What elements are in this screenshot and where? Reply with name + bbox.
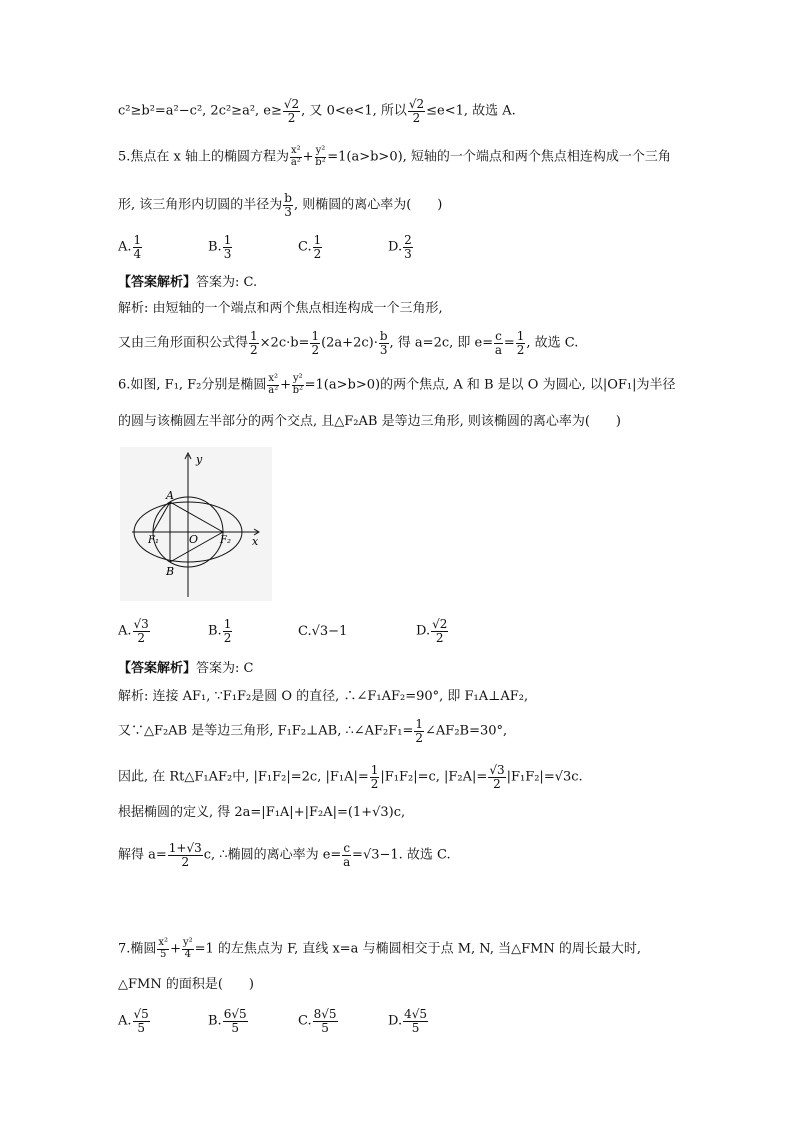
q6-solution-2: 又∵△F₂AB 是等边三角形, F₁F₂⊥AB, ∴∠AF₂F₁= $\frac{1}{2}$ ∠AF₂B=30°, <box>118 717 508 745</box>
plus-sign: + <box>302 149 314 165</box>
q6-option-b: B. $\frac{1}{2}$ <box>208 617 232 645</box>
q5-stem: 5.焦点在 x 轴上的椭圆方程为 <box>118 149 289 165</box>
intro-text-1: c²≥b²=a²−c², 2c²≥a², e≥ <box>118 103 282 119</box>
q6-option-c: C.√3−1 <box>298 623 348 639</box>
q5-solution-2: 又由三角形面积公式得 $\frac{1}{2}$ ×2c·b= $\frac{1}{2}$ (2a+2c)· $\frac{b}{3}$ , 得 a=2c, 即 e= $\frac{c}{a}$ = $\frac{1}{2}$ , 故选 C. <box>118 329 579 357</box>
q5-stem-cont: =1(a>b>0), 短轴的一个端点和两个焦点相连构成一个三角 <box>327 149 671 165</box>
label-x: x <box>252 535 259 548</box>
q6-answer <box>118 662 253 675</box>
q7-option-b: B. $\frac{6√5}{5}$ <box>208 1007 247 1035</box>
q5-line-1 <box>118 146 671 168</box>
q5-option-c: C. $\frac{1}{2}$ <box>298 233 322 261</box>
q6-line-2: 的圆与该椭圆左半部分的两个交点, 且△F₂AB 是等边三角形, 则该椭圆的离心率为( ) <box>118 414 621 429</box>
label-a: A <box>166 489 174 502</box>
q5-line-2 <box>118 192 442 218</box>
answer-text: 答案为: C <box>196 661 254 676</box>
label-f1: F₁ <box>148 535 159 546</box>
q7-option-a: A. $\frac{√5}{5}$ <box>118 1007 149 1035</box>
intro-text-2: , 又 0<e<1, 所以 <box>301 103 407 119</box>
q6-options <box>118 618 506 644</box>
q5-option-b: B. $\frac{1}{3}$ <box>208 233 232 261</box>
label-b: B <box>166 565 175 578</box>
fraction: $\frac{\text{y²}}{\text{b²}}$ <box>315 145 326 168</box>
q5-solution-1: 解析: 由短轴的一个端点和两个焦点相连构成一个三角形, <box>118 301 443 316</box>
q6-solution-4: 根据椭圆的定义, 得 2a=|F₁A|+|F₂A|=(1+√3)c, <box>118 805 406 820</box>
label-f2: F₂ <box>220 535 231 546</box>
q7-option-c: C. $\frac{8√5}{5}$ <box>298 1007 337 1035</box>
fraction: $\frac{\text{x²}}{\text{a²}}$ <box>290 145 301 168</box>
q7-option-d: D. $\frac{4√5}{5}$ <box>388 1007 428 1035</box>
q5-stem-2: 形, 该三角形内切圆的半径为 <box>118 197 283 213</box>
q5-answer <box>118 276 257 289</box>
q6-solution-1: 解析: 连接 AF₁, ∵F₁F₂是圆 O 的直径, ∴∠F₁AF₂=90°, 即 F₁A⊥AF₂, <box>118 689 529 704</box>
intro-text-3: ≤e<1, 故选 A. <box>426 103 516 119</box>
fraction: $\frac{b}{3}$ <box>284 191 292 219</box>
q7-line-1: 7.椭圆 $\frac{\text{x²}}{5}$ + $\frac{\text{y²}}{4}$ =1 的左焦点为 F, 直线 x=a 与椭圆相交于点 M, N, 当△FMN 的周长最大时, <box>118 937 642 960</box>
q5-option-d: D. $\frac{2}{3}$ <box>388 233 412 261</box>
q5-options <box>118 234 478 260</box>
answer-tag: 【答案解析】 <box>118 661 197 676</box>
q7-line-2: △FMN 的面积是( ) <box>118 977 254 992</box>
answer-tag: 【答案解析】 <box>118 275 197 290</box>
q6-line-1: 6.如图, F₁, F₂分别是椭圆 $\frac{\text{x²}}{\text{a²}}$ + $\frac{\text{y²}}{\text{b²}}$ =1(a>b>0)的两个焦点, A 和 B 是以 O 为圆心, 以|OF₁|为半径 <box>118 373 676 396</box>
label-y: y <box>196 453 203 466</box>
ellipse-figure <box>120 447 272 601</box>
q6-option-a: A. $\frac{√3}{2}$ <box>118 617 149 645</box>
q5-stem-2-cont: , 则椭圆的离心率为( ) <box>293 197 443 213</box>
fraction: $\frac{√2}{2}$ <box>408 97 425 125</box>
q6-solution-5: 解得 a= $\frac{1+√3}{2}$ c, ∴椭圆的离心率为 e= $\frac{c}{a}$ =√3−1. 故选 C. <box>118 841 451 869</box>
q6-option-d: D. $\frac{√2}{2}$ <box>416 617 448 645</box>
q7-options <box>118 1008 478 1034</box>
q5-option-a: A. $\frac{1}{4}$ <box>118 233 142 261</box>
q6-solution-3: 因此, 在 Rt△F₁AF₂中, |F₁F₂|=2c, |F₁A|= $\frac{1}{2}$ |F₁F₂|=c, |F₂A|= $\frac{√3}{2}$ |F₁F₂|=√3c. <box>118 763 583 791</box>
answer-text: 答案为: C. <box>196 275 258 290</box>
intro-line <box>118 98 516 124</box>
fraction: $\frac{√2}{2}$ <box>283 97 300 125</box>
label-o: O <box>189 533 199 546</box>
